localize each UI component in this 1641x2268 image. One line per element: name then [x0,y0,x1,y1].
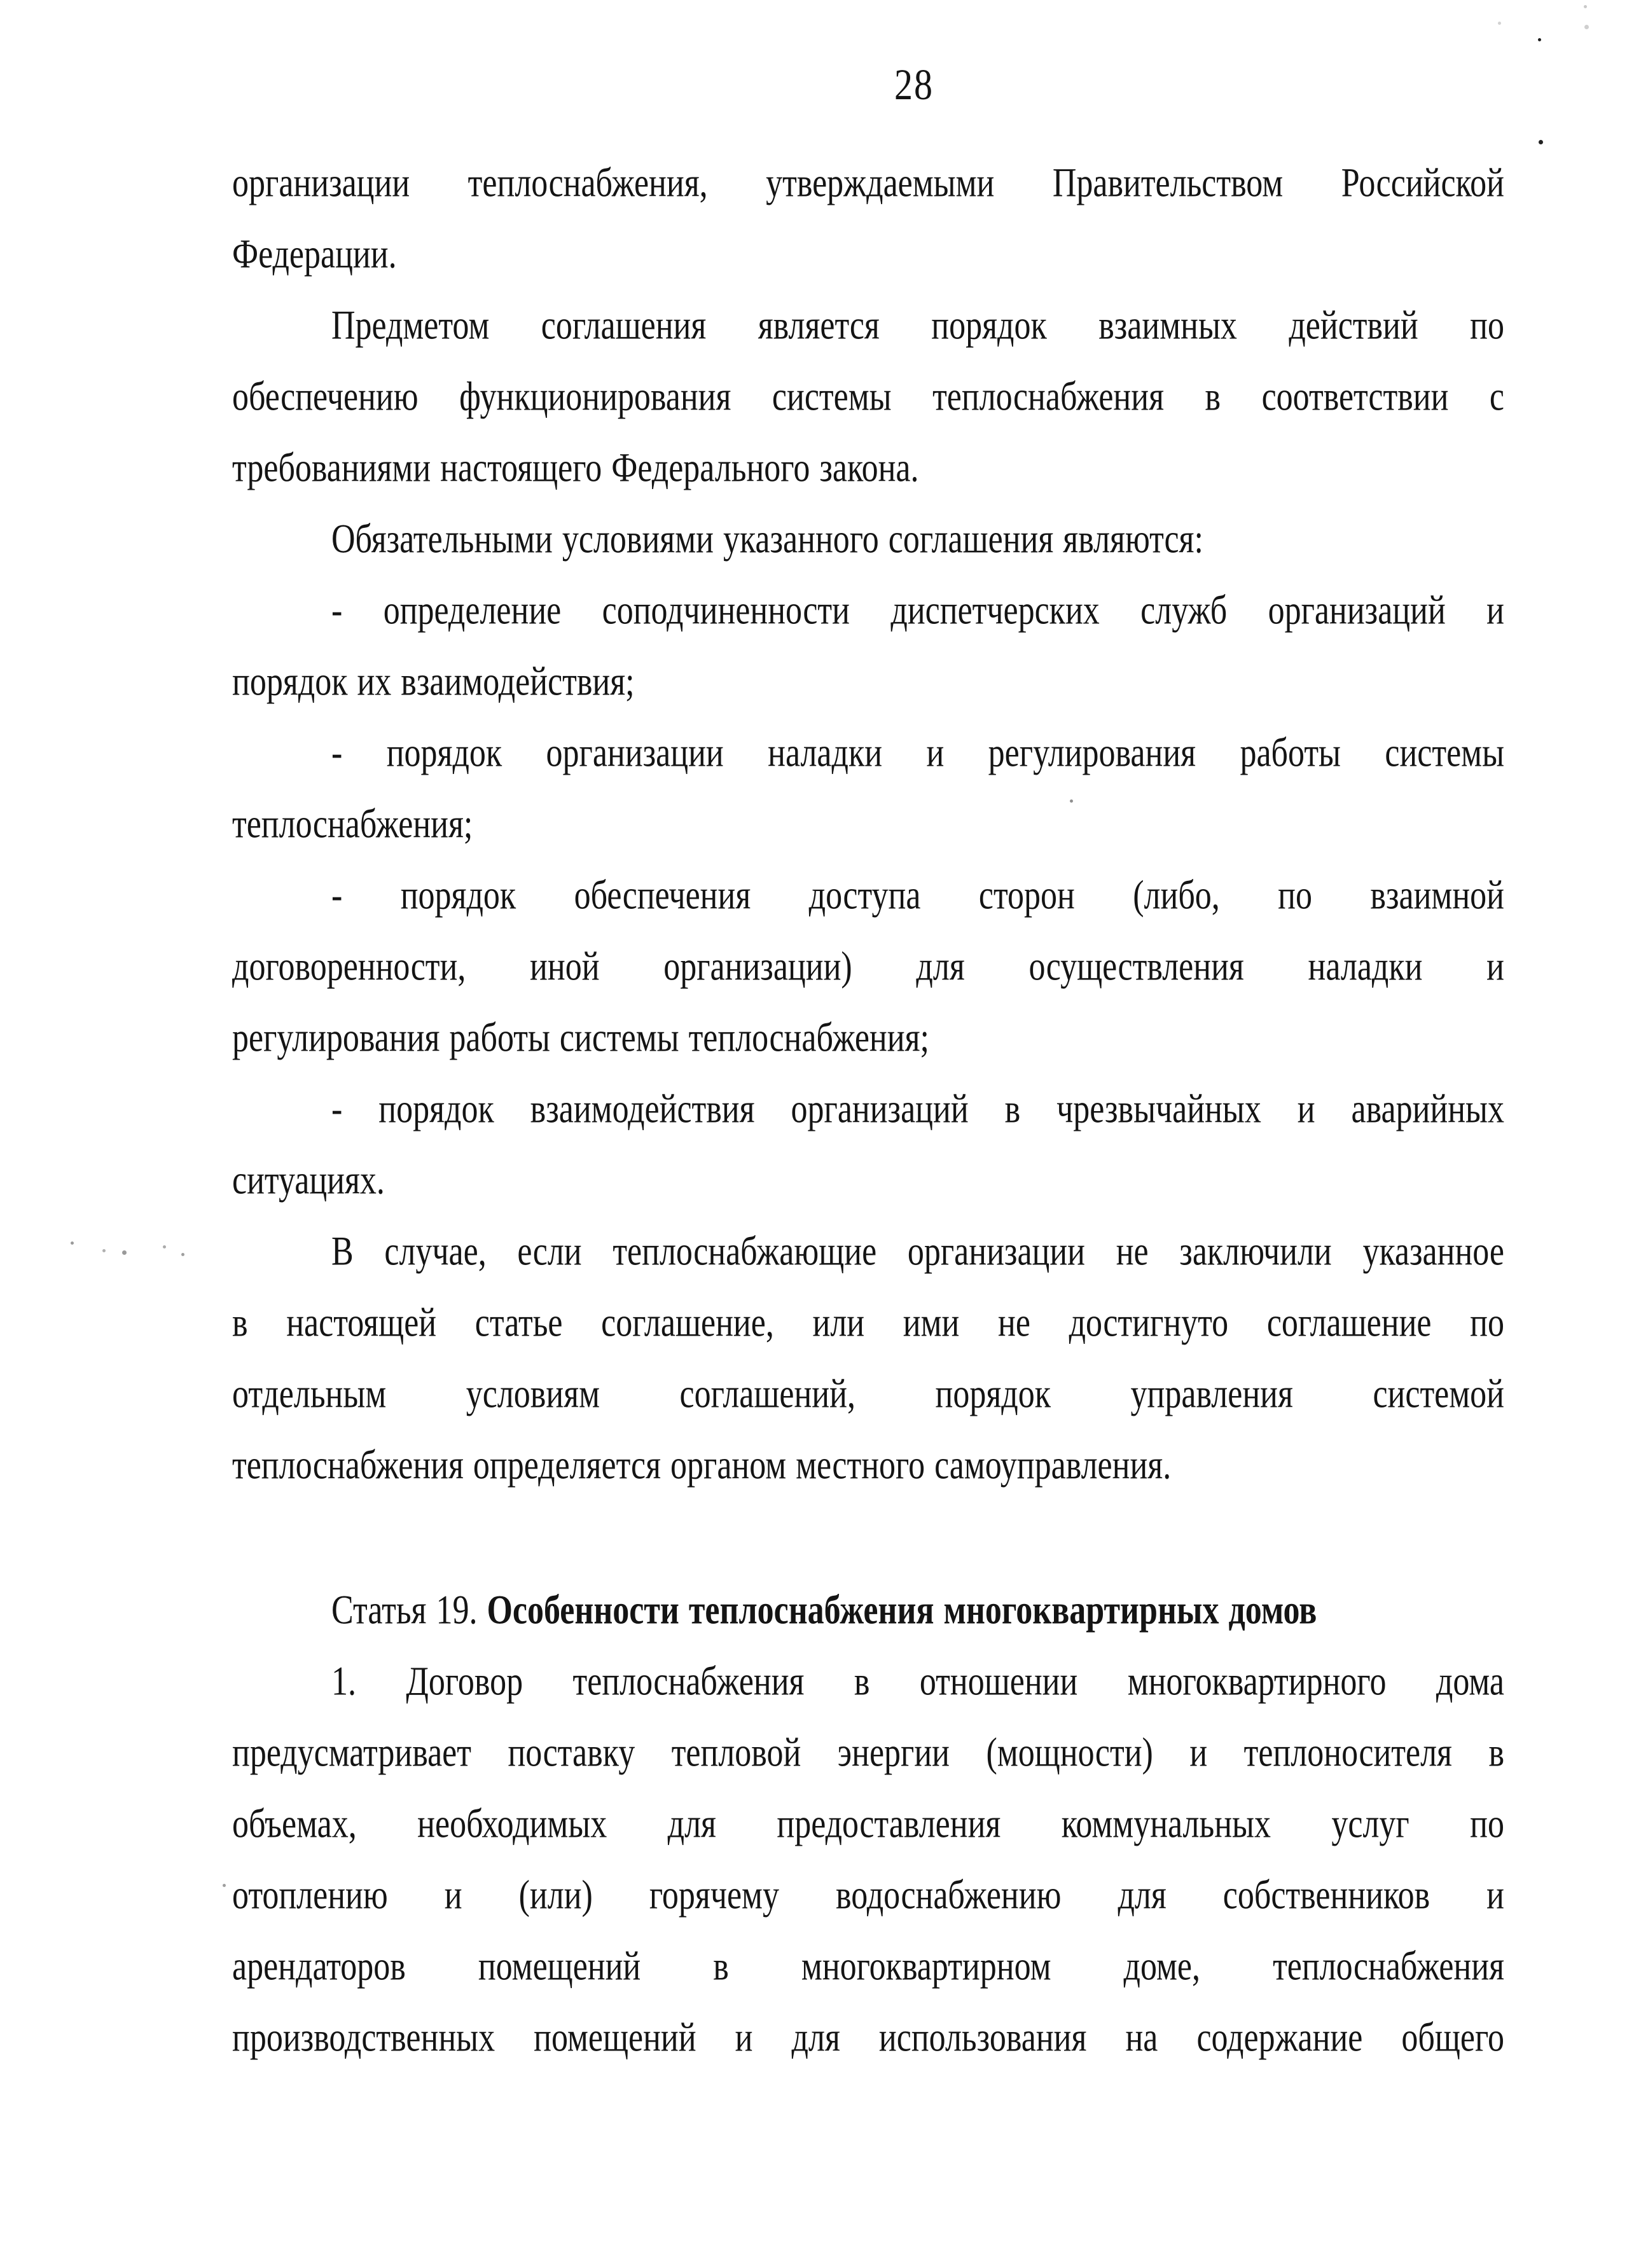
text-line-content: отдельным условиям соглашений, порядок управления системой [232,1371,1504,1417]
text-line [232,1434,1504,1505]
text-line-content: Предметом соглашения является порядок взаимных действий по [331,303,1504,349]
text-line-content: регулирования работы системы теплоснабжения; [232,1015,929,1061]
text-line-content: - порядок обеспечения доступа сторон (либо, по взаимной [331,873,1504,918]
article-title: Особенности теплоснабжения многоквартирных домов [487,1587,1317,1633]
paragraph [232,1220,1504,1505]
text-line-content: предусматривает поставку тепловой энергии (мощности) и теплоносителя в [232,1730,1504,1776]
text-line-content: объемах, необходимых для предоставления коммунальных услуг по [232,1801,1504,1847]
text-line-content: - определение соподчиненности диспетчерских служб организаций и [331,588,1504,633]
document-body [232,151,1504,2077]
text-line-content: отоплению и (или) горячему водоснабжению для собственников и [232,1872,1504,1918]
text-line-content: договоренности, иной организации) для осуществления наладки и [232,944,1504,990]
text-line-content: требованиями настоящего Федерального закона. [232,445,919,491]
paragraph [232,864,1504,1077]
text-line-content: в настоящей статье соглашение, или ими не достигнуто соглашение по [232,1300,1504,1346]
paragraph [232,294,1504,508]
text-line-content: обеспечению функционирования системы теплоснабжения в соответствии с [232,374,1504,420]
scan-noise-specks [1538,38,1541,41]
text-line-content: - порядок организации наладки и регулирования работы системы [331,730,1504,776]
text-line [232,2006,1504,2077]
text-line-content: теплоснабжения определяется органом местного самоуправления. [232,1442,1172,1488]
text-line-content: Федерации. [232,232,397,277]
text-line-content: - порядок взаимодействия организаций в чрезвычайных и аварийных [331,1086,1504,1132]
text-line-content: ситуациях. [232,1158,385,1203]
paragraph [232,579,1504,721]
text-line-content: порядок их взаимодействия; [232,659,635,705]
paragraph [232,1077,1504,1220]
text-line-content: организации теплоснабжения, утверждаемыми Правительством Российской [232,160,1504,206]
article-number: Статья 19. [331,1587,478,1633]
text-line-content: арендаторов помещений в многоквартирном доме, теплоснабжения [232,1944,1504,1989]
paragraph [232,1650,1504,2077]
text-line-content: производственных помещений и для использования на содержание общего [232,2015,1504,2061]
text-line-content: В случае, если теплоснабжающие организации не заключили указанное [331,1229,1504,1275]
paragraph [232,151,1504,294]
paragraph [232,721,1504,864]
text-line-content: теплоснабжения; [232,801,473,847]
text-line-content: 1. Договор теплоснабжения в отношении многоквартирного дома [331,1659,1504,1704]
page-number: 28 [894,60,934,109]
text-line-content: Обязательными условиями указанного соглашения являются: [331,516,1203,562]
